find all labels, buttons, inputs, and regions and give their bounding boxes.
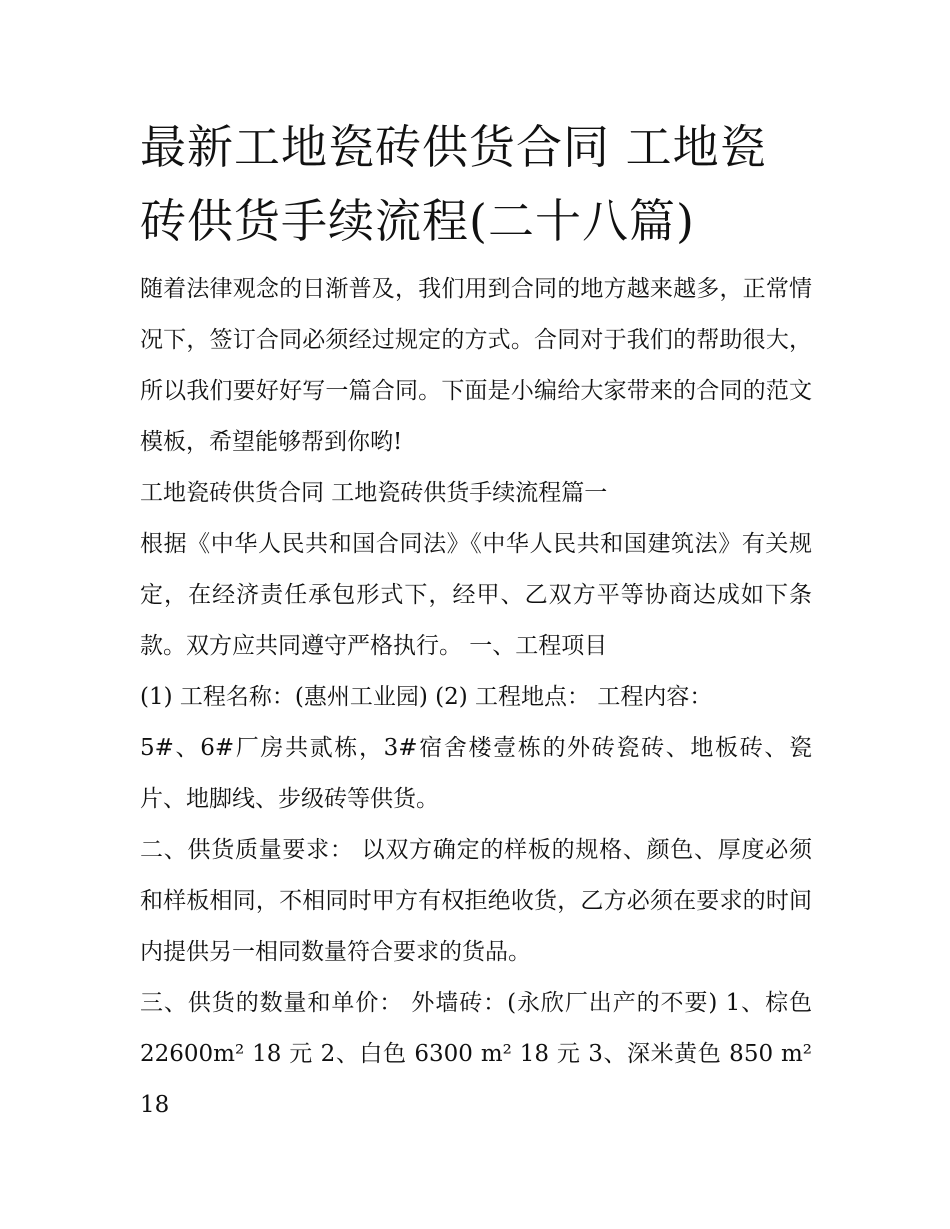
quality-requirements: 二、供货质量要求： 以双方确定的样板的规格、颜色、厚度必须和样板相同，不相同时甲方有权拒绝收货，乙方必须在要求的时间内提供另一相同数量符合要求的货品。 bbox=[140, 837, 812, 965]
quantity-and-price: 三、供货的数量和单价： 外墙砖：(永欣厂出产的不要) 1、棕色 22600m² 18 元 2、白色 6300 m² 18 元 3、深米黄色 850 m² 18 bbox=[140, 990, 812, 1118]
intro-paragraph: 随着法律观念的日渐普及，我们用到合同的地方越来越多，正常情况下，签订合同必须经过规定的方式。合同对于我们的帮助很大，所以我们要好好写一篇合同。下面是小编给大家带来的合同的范文模板，希望能够帮到你哟! bbox=[140, 276, 812, 455]
project-details: (1) 工程名称：(惠州工业园) (2) 工程地点： 工程内容： bbox=[140, 684, 713, 710]
document-title: 最新工地瓷砖供货合同 工地瓷砖供货手续流程(二十八篇) bbox=[140, 120, 767, 248]
project-content: 5#、6#厂房共贰栋，3#宿舍楼壹栋的外砖瓷砖、地板砖、瓷片、地脚线、步级砖等供货。 bbox=[140, 735, 812, 812]
document-page bbox=[140, 110, 812, 1131]
section-heading: 工地瓷砖供货合同 工地瓷砖供货手续流程篇一 bbox=[140, 480, 608, 506]
contract-preamble: 根据《中华人民共和国合同法》《中华人民共和国建筑法》有关规定，在经济责任承包形式下，经甲、乙双方平等协商达成如下条款。双方应共同遵守严格执行。 一、工程项目 bbox=[140, 531, 812, 659]
